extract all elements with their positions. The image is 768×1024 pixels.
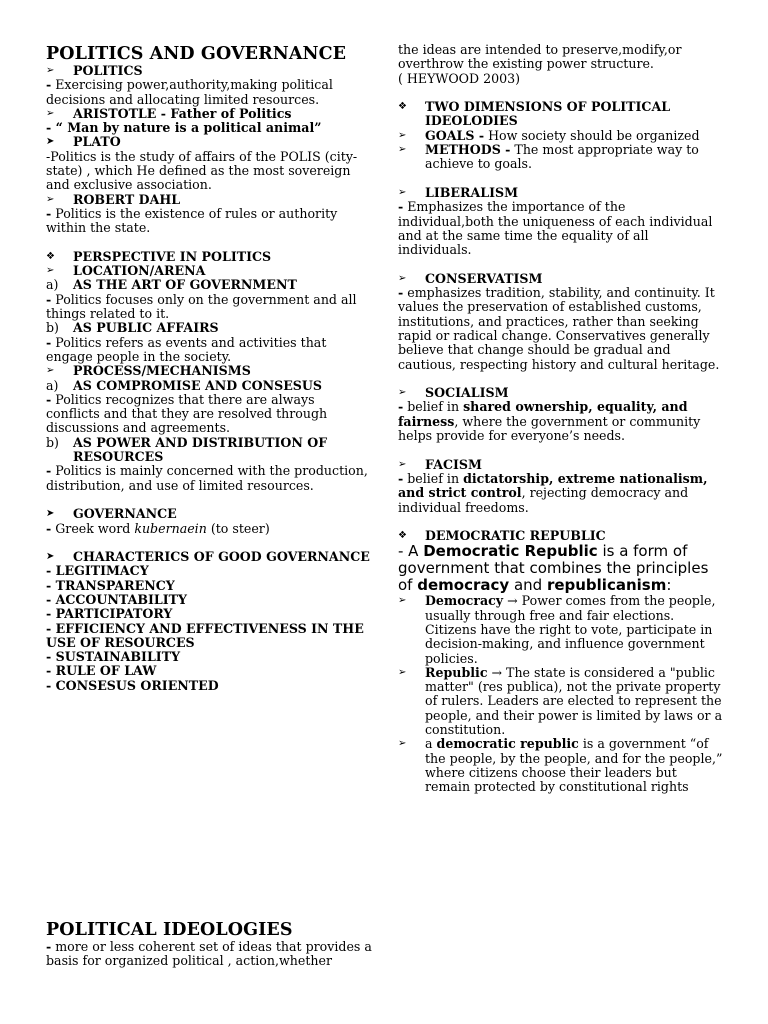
art-of-government-text: - Politics focuses only on the government and all things related to it.	[46, 291, 357, 322]
heading-process: ➢ PROCESS/MECHANISMS	[46, 363, 251, 379]
char-item: - ACCOUNTABILITY	[46, 591, 187, 607]
char-item: - RULE OF LAW	[46, 663, 157, 679]
heading-perspective: ❖ PERSPECTIVE IN POLITICS	[46, 248, 272, 264]
arrow-bullet-icon: ➢	[398, 595, 407, 607]
item-compromise: a) AS COMPROMISE AND CONSESUS	[46, 377, 322, 393]
heading-politics: ➢ POLITICS	[46, 63, 143, 78]
arrow-bullet-icon: ➢	[398, 129, 407, 141]
democratic-republic-definition: - A Democratic Republic is a form of government that combines the principles of democracy and republicanism:	[398, 542, 709, 595]
heading-facism: ➢ FACISM	[398, 456, 482, 472]
heading-democratic-republic: ❖ DEMOCRATIC REPUBLIC	[398, 528, 606, 544]
item-art-of-government: a) AS THE ART OF GOVERNMENT	[46, 277, 297, 293]
char-item: - TRANSPARENCY	[46, 577, 175, 593]
section-title: POLITICAL IDEOLOGIES	[46, 920, 293, 940]
compromise-text: - Politics recognizes that there are always conflicts and that they are resolved through discussions and agreements.	[46, 391, 328, 436]
item-public-affairs: b) AS PUBLIC AFFAIRS	[46, 320, 219, 336]
diamond-bullet-icon: ❖	[398, 101, 407, 113]
item-democracy: ➢ Democracy → Power comes from the people, usually through free and fair elections. Citizens have the right to vote, participate in decision-making, and influence government policies.	[398, 593, 716, 666]
char-item: - EFFICIENCY AND EFFECTIVENESS IN THE USE OF RESOURCES	[46, 620, 364, 650]
arrow-bullet-icon: ➢	[46, 265, 55, 277]
right-column	[398, 43, 723, 795]
arrow-bullet-icon: ➢	[46, 65, 55, 76]
conservatism-text: - emphasizes tradition, stability, and continuity. It values the preservation of established customs, institutions, and practices, rather than seeking rapid or radical change. Conservatives generally believe that change should be gradual and cautious, respecting history and cultural heritage.	[398, 285, 720, 372]
arrow-bullet-icon: ➤	[46, 136, 55, 148]
continued-text-line: the ideas are intended to preserve,modify,or	[398, 42, 682, 57]
aristotle-quote: - “ Man by nature is a political animal”	[46, 120, 322, 136]
heading-location: ➢ LOCATION/ARENA	[46, 263, 206, 279]
politics-definition: - Exercising power,authority,making political decisions and allocating limited resources.	[46, 77, 333, 107]
governance-text: - Greek word kubernaein (to steer)	[46, 520, 270, 536]
item-goals: ➢ GOALS - How society should be organized	[398, 127, 700, 143]
dahl-text: - Politics is the existence of rules or authority within the state.	[46, 205, 338, 236]
liberalism-text: - Emphasizes the importance of the individual,both the uniqueness of each individual and at the same time the equality of all individuals.	[398, 199, 713, 258]
socialism-text: - belief in shared ownership, equality, and fairness, where the government or community helps provide for everyone’s needs.	[398, 399, 701, 444]
heading-socialism: ➢ SOCIALISM	[398, 385, 509, 401]
citation: ( HEYWOOD 2003)	[398, 70, 521, 86]
heading-robert-dahl: ➢ ROBERT DAHL	[46, 191, 181, 207]
arrow-bullet-icon: ➢	[46, 107, 55, 119]
arrow-bullet-icon: ➢	[398, 387, 407, 399]
power-distribution-text: - Politics is mainly concerned with the production, distribution, and use of limited resources.	[46, 463, 368, 493]
item-methods: ➢ METHODS - The most appropriate way to achieve to goals.	[398, 142, 699, 172]
plato-text: -Politics is the study of affairs of the POLIS (city-state) , which He defined as the most sovereign and exclusive association.	[46, 148, 358, 193]
facism-text: - belief in dictatorship, extreme nationalism, and strict control, rejecting democracy and individual freedoms.	[398, 470, 708, 515]
heading-governance: ➤ GOVERNANCE	[46, 506, 177, 522]
heading-characteristics: ➤ CHARACTERICS OF GOOD GOVERNANCE	[46, 549, 370, 565]
char-item: - CONSESUS ORIENTED	[46, 677, 219, 693]
diamond-bullet-icon: ❖	[46, 250, 55, 262]
arrow-bullet-icon: ➢	[398, 144, 407, 156]
public-affairs-text: - Politics refers as events and activities that engage people in the society.	[46, 334, 327, 364]
page-title: POLITICS AND GOVERNANCE	[46, 44, 347, 64]
arrow-bullet-icon: ➢	[46, 365, 55, 377]
char-item: - LEGITIMACY	[46, 563, 149, 579]
arrow-bullet-icon: ➢	[398, 666, 407, 678]
heading-liberalism: ➢ LIBERALISM	[398, 184, 519, 200]
char-item: - SUSTAINABILITY	[46, 649, 181, 665]
arrow-bullet-icon: ➤	[46, 508, 55, 520]
diamond-bullet-icon: ❖	[398, 530, 407, 542]
heading-plato: ➤ PLATO	[46, 134, 121, 150]
item-power-distribution: b) AS POWER AND DISTRIBUTION OF RESOURCES	[46, 434, 328, 465]
arrow-bullet-icon: ➢	[46, 193, 55, 205]
continued-text-line: overthrow the existing power structure.	[398, 56, 654, 72]
arrow-bullet-icon: ➢	[398, 186, 407, 198]
heading-aristotle: ➢ ARISTOTLE - Father of Politics	[46, 105, 292, 121]
ideologies-definition: - more or less coherent set of ideas that provides a basis for organized political , action,whether	[46, 939, 372, 969]
political-ideologies-section	[46, 920, 376, 969]
heading-conservatism: ➢ CONSERVATISM	[398, 270, 543, 286]
arrow-bullet-icon: ➤	[46, 551, 55, 563]
arrow-bullet-icon: ➢	[398, 738, 407, 750]
arrow-bullet-icon: ➢	[398, 458, 407, 470]
left-column	[46, 44, 371, 693]
arrow-bullet-icon: ➢	[398, 272, 407, 284]
item-democratic-republic-summary: ➢ a democratic republic is a government “of the people, by the people, and for the people,” where citizens choose their leaders but remain protected by constitutional rights	[398, 736, 723, 795]
item-republic: ➢ Republic → The state is considered a "public matter" (res publica), not the private property of rulers. Leaders are elected to represent the people, and their power is limited by laws or a constitution.	[398, 664, 723, 738]
heading-two-dimensions: ❖ TWO DIMENSIONS OF POLITICAL IDEOLODIES	[398, 99, 671, 129]
char-item: - PARTICIPATORY	[46, 606, 173, 622]
